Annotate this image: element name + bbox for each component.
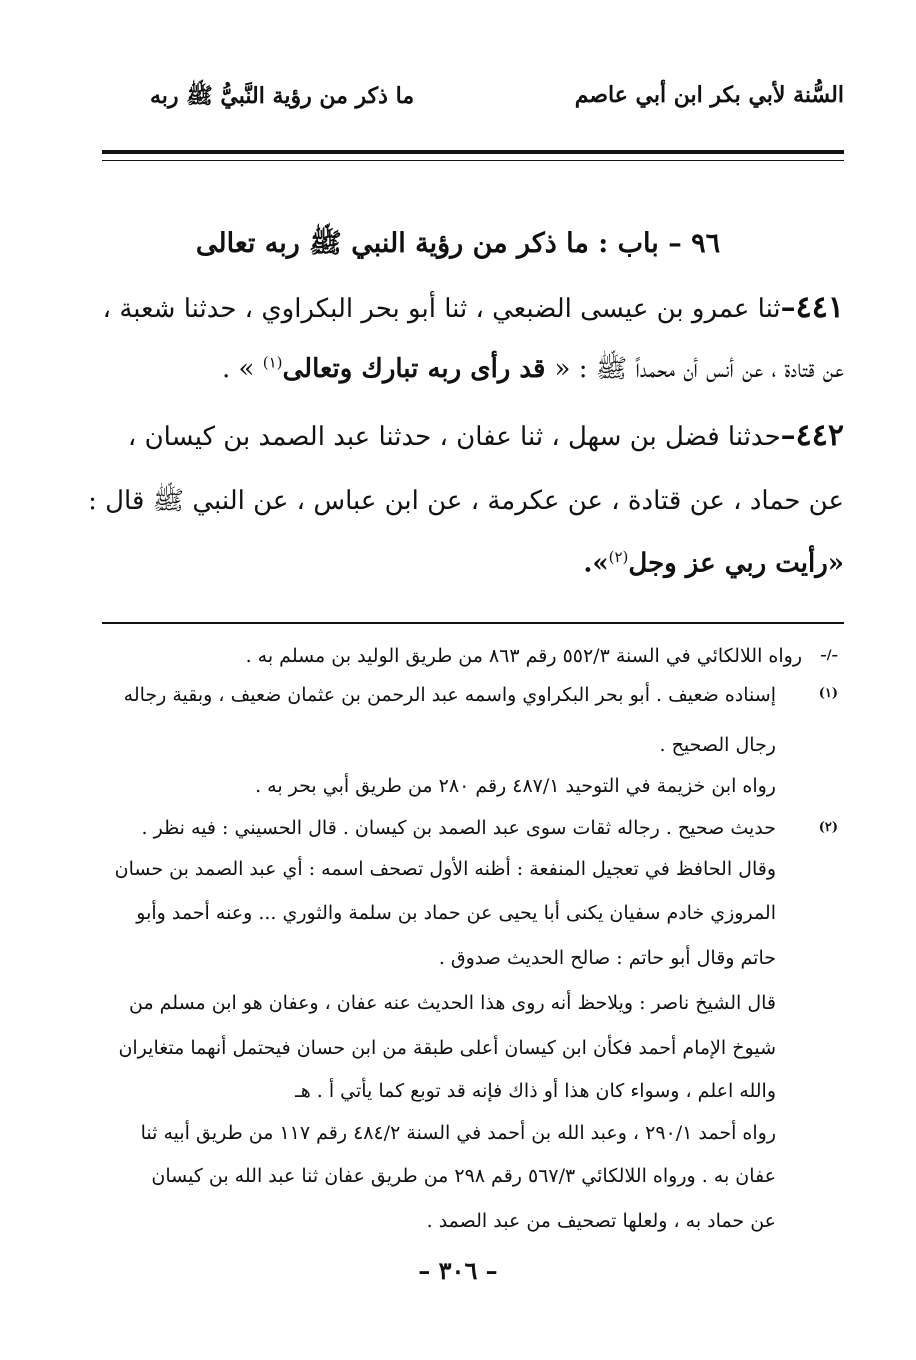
hadith-text: » . (222, 354, 263, 384)
footnote-line: والله اعلم ، وسواء كان هذا أو ذاك فإنه قد توبع كما يأتي أ . هـ (295, 1080, 776, 1102)
footnote-separator (102, 622, 844, 624)
header-rule-thick (102, 150, 844, 154)
footnote-line: عفان به . ورواه اللالكائي ٥٦٧/٣ رقم ٢٩٨ من طريق عفان ثنا عبد الله بن كيسان (151, 1165, 776, 1187)
hadith-text: ثنا عمرو بن عيسى الضبعي ، ثنا أبو بحر البكراوي ، حدثنا شعبة ، (102, 294, 781, 324)
footnote-line: وقال الحافظ في تعجيل المنفعة : أظنه الأول تصحف اسمه : أي عبد الصمد بن حسان (114, 858, 776, 880)
hadith-441-line-1 (70, 290, 844, 325)
footnote-line: حديث صحيح . رجاله ثقات سوى عبد الصمد بن كيسان . قال الحسيني : فيه نظر . (141, 817, 776, 839)
footnote-line: عن حماد به ، ولعلها تصحيف من عبد الصمد . (426, 1210, 776, 1232)
footnote-line: قال الشيخ ناصر : ويلاحظ أنه روى هذا الحديث عنه عفان ، وعفان هو ابن مسلم من (128, 992, 776, 1014)
hadith-matn: «رأيت ربي عز وجل (628, 548, 844, 579)
header-rule-thin (102, 160, 844, 161)
chapter-title: ٩٦ – باب : ما ذكر من رؤية النبي ﷺ ربه تعالى (195, 228, 721, 259)
footnote-marker-1: (١) (818, 686, 838, 701)
footnote-ref: (٢) (608, 548, 629, 566)
hadith-442-line-2 (70, 484, 844, 522)
footnote-line: شيوخ الإمام أحمد فكأن ابن كيسان أعلى طبقة من ابن حسان فيحتمل أنهما متغايران (118, 1037, 776, 1059)
footnote-marker-0: –/– (820, 648, 838, 663)
footnote-line: رواه أحمد ٢٩٠/١ ، وعبد الله بن أحمد في السنة ٤٨٤/٢ رقم ١١٧ من طريق أبيه ثنا (140, 1122, 776, 1144)
hadith-matn: قد رأى ربه تبارك وتعالى (282, 354, 555, 384)
footnote-line: حاتم وقال أبو حاتم : صالح الحديث صدوق . (438, 947, 776, 969)
hadith-number: ٤٤٢– (780, 418, 844, 453)
hadith-442-line-1 (70, 418, 844, 453)
footnote-line: رجال الصحيح . (659, 734, 776, 756)
chapter-running-title: ما ذكر من رؤية النَّبيُّ ﷺ ربه (150, 83, 415, 109)
footnote-line: المروزي خادم سفيان يكنى أبا يحيى عن حماد بن سلمة والثوري ... وعنه أحمد وأبو (136, 902, 776, 924)
hadith-text: عن قتادة ، عن أنس أن محمداً ﷺ : « (554, 354, 844, 384)
book-title-header: السُّنة لأبي بكر ابن أبي عاصم (574, 82, 844, 108)
page-number: – ٣٠٦ – (418, 1256, 498, 1285)
footnote-line: إسناده ضعيف . أبو بحر البكراوي واسمه عبد الرحمن بن عثمان ضعيف ، وبقية رجاله (123, 684, 776, 706)
footnote-ref: (١) (262, 353, 283, 372)
hadith-number: ٤٤١– (780, 290, 844, 325)
hadith-442-line-3 (70, 548, 844, 579)
hadith-text: حدثنا فضل بن سهل ، ثنا عفان ، حدثنا عبد الصمد بن كيسان ، (127, 422, 781, 452)
hadith-text: ». (583, 548, 609, 579)
footnote-marker-2: (٢) (818, 820, 838, 835)
footnote-line: رواه ابن خزيمة في التوحيد ٤٨٧/١ رقم ٢٨٠ من طريق أبي بحر به . (255, 775, 776, 797)
footnote-line: رواه اللالكائي في السنة ٥٥٢/٣ رقم ٨٦٣ من طريق الوليد بن مسلم به . (245, 645, 802, 667)
hadith-441-line-2 (70, 352, 844, 390)
hadith-text: عن حماد ، عن قتادة ، عن عكرمة ، عن ابن عباس ، عن النبي ﷺ قال : (88, 486, 844, 516)
